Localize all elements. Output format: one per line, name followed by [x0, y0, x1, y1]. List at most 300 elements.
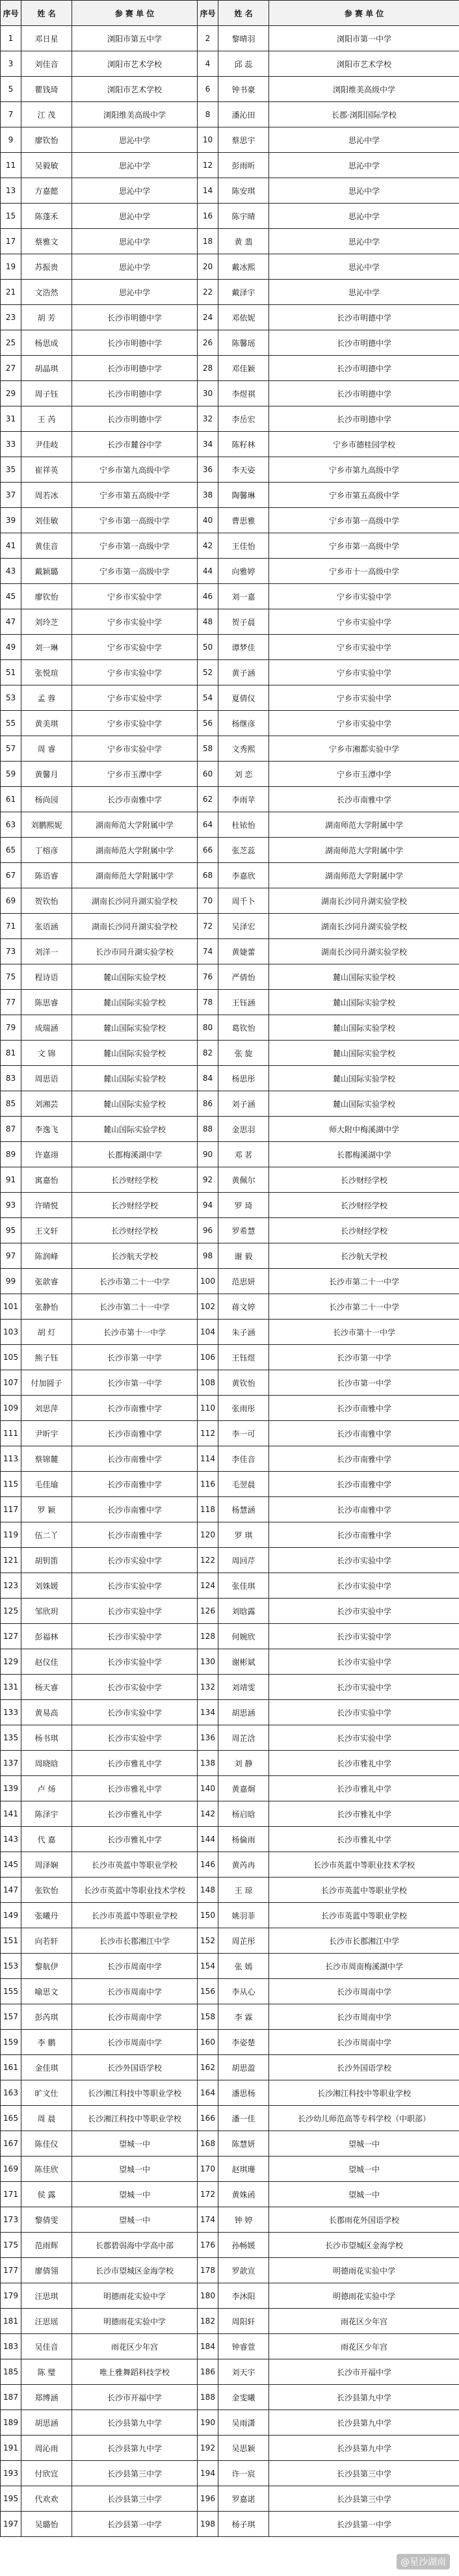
- row-index-left: 93: [1, 1193, 21, 1218]
- row-name-right: 罗歆宣: [218, 2258, 269, 2283]
- row-unit-left: 浏阳市第五中学: [72, 26, 198, 51]
- row-unit-right: 长沙市雅礼中学: [269, 1801, 459, 1827]
- row-name-left: 付加圆子: [21, 1370, 72, 1396]
- row-index-left: 65: [1, 838, 21, 863]
- table-row: [1, 1852, 459, 1878]
- table-row: [1, 2309, 459, 2334]
- row-index-left: 161: [1, 2055, 21, 2080]
- table-row: [1, 533, 459, 559]
- row-index-right: 12: [198, 153, 218, 178]
- table-row: [1, 1776, 459, 1801]
- row-index-right: 52: [198, 660, 218, 685]
- row-name-right: 邱 蕊: [218, 51, 269, 77]
- row-name-right: 彭雨昕: [218, 153, 269, 178]
- row-index-right: 104: [198, 1320, 218, 1345]
- row-name-right: 陶馨琳: [218, 483, 269, 508]
- row-index-left: 193: [1, 2461, 21, 2486]
- table-row: [1, 2233, 459, 2258]
- table-row: [1, 1827, 459, 1852]
- row-name-left: 范雨辉: [21, 2233, 72, 2258]
- row-index-left: 129: [1, 1649, 21, 1675]
- row-name-right: 胡思盈: [218, 2055, 269, 2080]
- row-index-right: 122: [198, 1548, 218, 1573]
- row-name-right: 吴泽宏: [218, 914, 269, 939]
- table-row: [1, 432, 459, 457]
- row-name-right: 刘晗露: [218, 1599, 269, 1624]
- row-unit-right: 浏阳市第一中学: [269, 26, 459, 51]
- row-name-left: 金佳琪: [21, 2055, 72, 2080]
- row-unit-right: 长沙县第三中学: [269, 2461, 459, 2486]
- row-name-left: 孟 蓉: [21, 685, 72, 711]
- col-header-name-left: 姓 名: [21, 1, 72, 26]
- row-unit-right: 长沙市实验中学: [269, 1548, 459, 1573]
- row-name-left: 毛佳瑜: [21, 1472, 72, 1497]
- row-unit-right: 思沁中学: [269, 229, 459, 254]
- row-index-right: 78: [198, 990, 218, 1015]
- row-unit-left: 长沙县第一中学: [72, 2512, 198, 2537]
- row-index-right: 8: [198, 102, 218, 127]
- row-name-right: 李雨苹: [218, 787, 269, 812]
- table-row: [1, 1497, 459, 1522]
- row-name-left: 贺钦怡: [21, 888, 72, 914]
- row-unit-left: 湖南长沙同升湖实验学校: [72, 888, 198, 914]
- row-unit-left: 长沙市英蓝中等职业学校: [72, 1903, 198, 1928]
- row-index-left: 181: [1, 2309, 21, 2334]
- row-index-right: 6: [198, 77, 218, 102]
- row-unit-left: 长沙市第十一中学: [72, 1320, 198, 1345]
- row-index-left: 139: [1, 1776, 21, 1801]
- row-unit-right: 长沙市明德中学: [269, 305, 459, 330]
- row-name-right: 杨启晗: [218, 1801, 269, 1827]
- row-name-left: 廖倩翎: [21, 2258, 72, 2283]
- row-unit-left: 湖南师范大学附属中学: [72, 838, 198, 863]
- table-row: [1, 2486, 459, 2512]
- row-index-right: 54: [198, 685, 218, 711]
- row-name-left: 蔡锦麓: [21, 1446, 72, 1472]
- row-unit-right: 雨花区少年宫: [269, 2309, 459, 2334]
- row-unit-right: 明德雨花实验中学: [269, 2258, 459, 2283]
- row-index-left: 125: [1, 1599, 21, 1624]
- table-row: [1, 1320, 459, 1345]
- table-row: [1, 1878, 459, 1903]
- row-unit-left: 明德雨花实验中学: [72, 2309, 198, 2334]
- row-index-right: 66: [198, 838, 218, 863]
- row-index-left: 107: [1, 1370, 21, 1396]
- row-index-right: 156: [198, 1979, 218, 2004]
- row-index-left: 147: [1, 1878, 21, 1903]
- table-row: [1, 381, 459, 406]
- row-name-left: 旷文仕: [21, 2080, 72, 2106]
- row-index-left: 111: [1, 1421, 21, 1446]
- row-unit-right: 长郡·浏阳国际学校: [269, 102, 459, 127]
- row-unit-right: 长沙市明德中学: [269, 381, 459, 406]
- table-row: [1, 2258, 459, 2283]
- row-index-right: 92: [198, 1167, 218, 1193]
- row-index-right: 174: [198, 2207, 218, 2233]
- row-index-right: 166: [198, 2106, 218, 2131]
- row-unit-right: 思沁中学: [269, 153, 459, 178]
- row-name-left: 刘姝媛: [21, 1573, 72, 1599]
- table-row: [1, 1548, 459, 1573]
- table-row: [1, 1446, 459, 1472]
- row-name-left: 杨书琪: [21, 1725, 72, 1751]
- row-unit-right: 麓山国际实验学校: [269, 1041, 459, 1066]
- row-index-left: 59: [1, 762, 21, 787]
- row-index-left: 69: [1, 888, 21, 914]
- row-index-left: 67: [1, 863, 21, 888]
- row-unit-right: 长沙市南雅中学: [269, 1446, 459, 1472]
- row-index-left: 197: [1, 2512, 21, 2537]
- table-row: [1, 1041, 459, 1066]
- row-index-left: 21: [1, 280, 21, 305]
- table-row: [1, 838, 459, 863]
- row-index-right: 56: [198, 711, 218, 736]
- row-unit-right: 长沙航天学校: [269, 1243, 459, 1269]
- row-index-right: 68: [198, 863, 218, 888]
- row-index-left: 149: [1, 1903, 21, 1928]
- row-name-left: 蔡雅文: [21, 229, 72, 254]
- row-index-right: 126: [198, 1599, 218, 1624]
- row-unit-left: 长沙市南雅中学: [72, 1396, 198, 1421]
- row-index-right: 38: [198, 483, 218, 508]
- row-unit-left: 长沙县第九中学: [72, 2410, 198, 2436]
- row-unit-right: 长沙市雅礼中学: [269, 1751, 459, 1776]
- table-row: [1, 2157, 459, 2182]
- table-row: [1, 1421, 459, 1446]
- table-row: [1, 330, 459, 356]
- row-unit-left: 湖南长沙同升湖实验学校: [72, 914, 198, 939]
- row-unit-left: 长沙市开福中学: [72, 2385, 198, 2410]
- table-row: [1, 178, 459, 204]
- row-name-left: 周 晨: [21, 2106, 72, 2131]
- row-index-right: 172: [198, 2182, 218, 2207]
- row-index-left: 75: [1, 964, 21, 990]
- table-row: [1, 2055, 459, 2080]
- row-unit-right: 明德雨花实验中学: [269, 2283, 459, 2309]
- row-name-right: 黄姝函: [218, 2182, 269, 2207]
- row-name-right: 杨继彦: [218, 711, 269, 736]
- row-unit-left: 长沙市南雅中学: [72, 787, 198, 812]
- row-name-left: 邹欣玥: [21, 1599, 72, 1624]
- row-index-right: 70: [198, 888, 218, 914]
- row-index-left: 135: [1, 1725, 21, 1751]
- row-index-left: 123: [1, 1573, 21, 1599]
- row-unit-left: 长沙市明德中学: [72, 305, 198, 330]
- row-name-left: 丁榕彦: [21, 838, 72, 863]
- row-name-left: 侯 露: [21, 2182, 72, 2207]
- table-row: [1, 127, 459, 153]
- table-row: [1, 863, 459, 888]
- row-index-right: 58: [198, 736, 218, 762]
- row-name-right: 孙畅媛: [218, 2233, 269, 2258]
- row-unit-right: 长沙财经学校: [269, 1167, 459, 1193]
- table-row: [1, 508, 459, 533]
- row-index-left: 35: [1, 457, 21, 483]
- row-name-left: 黄佳音: [21, 533, 72, 559]
- row-unit-left: 长沙财经学校: [72, 1167, 198, 1193]
- row-name-left: 刘佳音: [21, 51, 72, 77]
- row-unit-right: 长沙市实验中学: [269, 1700, 459, 1725]
- row-index-left: 5: [1, 77, 21, 102]
- row-name-right: 潘一佳: [218, 2106, 269, 2131]
- row-unit-right: 麓山国际实验学校: [269, 1091, 459, 1117]
- row-index-right: 28: [198, 356, 218, 381]
- row-name-right: 李沐阳: [218, 2283, 269, 2309]
- row-unit-left: 宁乡市实验中学: [72, 711, 198, 736]
- row-name-right: 蔡思宇: [218, 127, 269, 153]
- row-index-right: 20: [198, 254, 218, 280]
- row-index-right: 42: [198, 533, 218, 559]
- row-index-left: 103: [1, 1320, 21, 1345]
- row-unit-right: 长沙财经学校: [269, 1193, 459, 1218]
- row-index-left: 73: [1, 939, 21, 964]
- row-index-right: 160: [198, 2030, 218, 2055]
- row-unit-left: 长沙市明德中学: [72, 406, 198, 432]
- row-name-right: 黄嘉炯: [218, 1776, 269, 1801]
- row-index-left: 83: [1, 1066, 21, 1091]
- row-name-right: 邓依妮: [218, 305, 269, 330]
- row-unit-left: 思沁中学: [72, 127, 198, 153]
- row-name-left: 刘思萍: [21, 1396, 72, 1421]
- table-row: [1, 2283, 459, 2309]
- row-unit-left: 长沙市实验中学: [72, 1725, 198, 1751]
- row-index-right: 84: [198, 1066, 218, 1091]
- row-unit-left: 长沙市周南中学: [72, 1954, 198, 1979]
- row-unit-left: 长沙市实验中学: [72, 1649, 198, 1675]
- table-row: [1, 1649, 459, 1675]
- col-header-name-right: 姓 名: [218, 1, 269, 26]
- row-name-right: 李姿楚: [218, 2030, 269, 2055]
- row-unit-right: 长沙市明德中学: [269, 330, 459, 356]
- row-name-right: 吴雨潇: [218, 2410, 269, 2436]
- row-name-left: 周子钰: [21, 381, 72, 406]
- row-unit-left: 思沁中学: [72, 178, 198, 204]
- row-unit-left: 长沙市周南中学: [72, 2030, 198, 2055]
- row-unit-right: 宁乡市实验中学: [269, 584, 459, 609]
- row-index-right: 90: [198, 1142, 218, 1167]
- row-index-left: 81: [1, 1041, 21, 1066]
- row-unit-left: 思沁中学: [72, 254, 198, 280]
- row-unit-left: 长沙市实验中学: [72, 1599, 198, 1624]
- row-unit-right: 长沙市南雅中学: [269, 1522, 459, 1548]
- row-index-left: 145: [1, 1852, 21, 1878]
- row-name-left: 王 芮: [21, 406, 72, 432]
- row-unit-left: 宁乡市第五高级中学: [72, 483, 198, 508]
- row-index-right: 80: [198, 1015, 218, 1041]
- row-unit-left: 长沙市第二十一中学: [72, 1294, 198, 1320]
- row-index-left: 97: [1, 1243, 21, 1269]
- row-name-right: 杨子琪: [218, 2512, 269, 2537]
- row-unit-left: 雨花区少年宫: [72, 2334, 198, 2359]
- row-index-right: 124: [198, 1573, 218, 1599]
- row-name-left: 吴璐怡: [21, 2512, 72, 2537]
- table-row: [1, 660, 459, 685]
- row-index-right: 108: [198, 1370, 218, 1396]
- row-index-left: 91: [1, 1167, 21, 1193]
- row-name-right: 李岳宏: [218, 406, 269, 432]
- row-unit-left: 宁乡市实验中学: [72, 609, 198, 635]
- row-index-left: 85: [1, 1091, 21, 1117]
- row-index-left: 1: [1, 26, 21, 51]
- row-index-right: 154: [198, 1954, 218, 1979]
- row-unit-right: 麓山国际实验学校: [269, 1015, 459, 1041]
- table-row: [1, 990, 459, 1015]
- row-index-right: 82: [198, 1041, 218, 1066]
- row-unit-left: 长沙市望城区金海学校: [72, 2258, 198, 2283]
- row-index-right: 72: [198, 914, 218, 939]
- row-name-right: 刘靖雯: [218, 1675, 269, 1700]
- row-name-right: 李 霖: [218, 2004, 269, 2030]
- row-index-right: 128: [198, 1624, 218, 1649]
- row-unit-right: 长沙市周南中学: [269, 2004, 459, 2030]
- row-name-right: 周回芹: [218, 1548, 269, 1573]
- row-name-right: 赵琪珊: [218, 2157, 269, 2182]
- row-index-right: 14: [198, 178, 218, 204]
- table-row: [1, 787, 459, 812]
- row-name-right: 钟睿萱: [218, 2334, 269, 2359]
- row-index-right: 26: [198, 330, 218, 356]
- row-index-right: 64: [198, 812, 218, 838]
- row-unit-right: 长沙财经学校: [269, 1218, 459, 1243]
- table-row: [1, 254, 459, 280]
- row-index-right: 30: [198, 381, 218, 406]
- row-name-left: 张静怡: [21, 1294, 72, 1320]
- row-unit-left: 麓山国际实验学校: [72, 1015, 198, 1041]
- row-name-right: 王 琼: [218, 1878, 269, 1903]
- row-name-right: 张雨彤: [218, 1396, 269, 1421]
- row-unit-right: 长沙市第二十一中学: [269, 1294, 459, 1320]
- table-row: [1, 1801, 459, 1827]
- row-index-left: 173: [1, 2207, 21, 2233]
- row-unit-right: 长沙市实验中学: [269, 1675, 459, 1700]
- row-index-left: 41: [1, 533, 21, 559]
- row-unit-left: 长沙市南雅中学: [72, 1421, 198, 1446]
- row-index-right: 36: [198, 457, 218, 483]
- row-name-left: 赵仪佳: [21, 1649, 72, 1675]
- col-header-unit-left: 参 赛 单 位: [72, 1, 198, 26]
- row-unit-left: 宁乡市第一高级中学: [72, 508, 198, 533]
- row-name-left: 陈语睿: [21, 863, 72, 888]
- row-unit-left: 望城一中: [72, 2207, 198, 2233]
- row-name-left: 周泽娴: [21, 1852, 72, 1878]
- row-unit-left: 宁乡市实验中学: [72, 736, 198, 762]
- row-name-left: 熊子钰: [21, 1345, 72, 1370]
- row-index-left: 13: [1, 178, 21, 204]
- row-index-left: 169: [1, 2157, 21, 2182]
- row-index-left: 31: [1, 406, 21, 432]
- table-row: [1, 964, 459, 990]
- row-unit-right: 长沙市明德中学: [269, 356, 459, 381]
- row-name-left: 卢 炀: [21, 1776, 72, 1801]
- row-name-right: 胡思涵: [218, 1700, 269, 1725]
- row-index-right: 116: [198, 1472, 218, 1497]
- table-row: [1, 2410, 459, 2436]
- row-unit-right: 思沁中学: [269, 178, 459, 204]
- row-unit-right: 长沙市第一中学: [269, 1370, 459, 1396]
- row-name-left: 戴颖璐: [21, 559, 72, 584]
- row-unit-right: 长沙市周南中学: [269, 2030, 459, 2055]
- row-index-right: 194: [198, 2461, 218, 2486]
- row-name-left: 周沁雨: [21, 2436, 72, 2461]
- row-unit-right: 长沙市第一中学: [269, 1345, 459, 1370]
- row-name-right: 李嘉欣: [218, 863, 269, 888]
- row-unit-left: 长沙湘江科技中等职业学校: [72, 2106, 198, 2131]
- row-index-right: 182: [198, 2309, 218, 2334]
- row-name-right: 夏倩仪: [218, 685, 269, 711]
- row-index-right: 46: [198, 584, 218, 609]
- row-name-left: 杨尚园: [21, 787, 72, 812]
- row-index-left: 183: [1, 2334, 21, 2359]
- row-index-right: 170: [198, 2157, 218, 2182]
- row-index-right: 190: [198, 2410, 218, 2436]
- row-name-left: 刘玲芝: [21, 609, 72, 635]
- row-name-right: 许一宸: [218, 2461, 269, 2486]
- row-name-left: 代欢欢: [21, 2486, 72, 2512]
- row-name-right: 刘一嘉: [218, 584, 269, 609]
- row-name-left: 杨天睿: [21, 1675, 72, 1700]
- row-name-right: 黄子涵: [218, 660, 269, 685]
- table-row: [1, 457, 459, 483]
- row-index-left: 141: [1, 1801, 21, 1827]
- row-unit-left: 唯上雅舞蹈科技学校: [72, 2359, 198, 2385]
- row-index-right: 62: [198, 787, 218, 812]
- row-index-right: 106: [198, 1345, 218, 1370]
- row-unit-left: 长沙市英蓝中等职业学校: [72, 1852, 198, 1878]
- row-index-right: 130: [198, 1649, 218, 1675]
- row-unit-right: 长沙湘江科技中等职业学校: [269, 2080, 459, 2106]
- row-name-right: 刘子涵: [218, 1091, 269, 1117]
- row-unit-left: 宁乡市第一高级中学: [72, 559, 198, 584]
- row-unit-left: 长郡碧弱海中学高中部: [72, 2233, 198, 2258]
- row-name-right: 王钰涵: [218, 990, 269, 1015]
- row-index-right: 16: [198, 204, 218, 229]
- row-unit-left: 长沙市英蓝中等职业技术学校: [72, 1878, 198, 1903]
- row-unit-right: 浏阳市艺术学校: [269, 51, 459, 77]
- row-index-left: 99: [1, 1269, 21, 1294]
- row-name-right: 黄婕蕾: [218, 939, 269, 964]
- row-name-right: 潘沁田: [218, 102, 269, 127]
- table-row: [1, 1294, 459, 1320]
- row-name-right: 姚羽菲: [218, 1903, 269, 1928]
- row-name-left: 胡钥笛: [21, 1548, 72, 1573]
- row-name-left: 张语涵: [21, 914, 72, 939]
- row-index-left: 157: [1, 2004, 21, 2030]
- row-index-right: 88: [198, 1117, 218, 1142]
- row-name-left: 李逸飞: [21, 1117, 72, 1142]
- row-index-left: 23: [1, 305, 21, 330]
- row-index-left: 165: [1, 2106, 21, 2131]
- table-row: [1, 1979, 459, 2004]
- row-index-left: 33: [1, 432, 21, 457]
- row-index-left: 63: [1, 812, 21, 838]
- row-unit-left: 长沙市雅礼中学: [72, 1801, 198, 1827]
- row-unit-right: 雨花区少年宫: [269, 2334, 459, 2359]
- row-name-right: 周芷彤: [218, 1928, 269, 1954]
- row-unit-right: 长沙市望城区金海学校: [269, 2233, 459, 2258]
- table-row: [1, 1522, 459, 1548]
- table-row: [1, 584, 459, 609]
- row-name-right: 刘 静: [218, 1751, 269, 1776]
- row-unit-right: 宁乡市第一高级中学: [269, 533, 459, 559]
- table-row: [1, 153, 459, 178]
- row-name-left: 尹昕宇: [21, 1421, 72, 1446]
- row-unit-left: 长沙市第一中学: [72, 1345, 198, 1370]
- row-name-left: 喻思文: [21, 1979, 72, 2004]
- table-row: [1, 1345, 459, 1370]
- row-index-left: 89: [1, 1142, 21, 1167]
- row-unit-left: 长沙市雅礼中学: [72, 1776, 198, 1801]
- table-row: [1, 635, 459, 660]
